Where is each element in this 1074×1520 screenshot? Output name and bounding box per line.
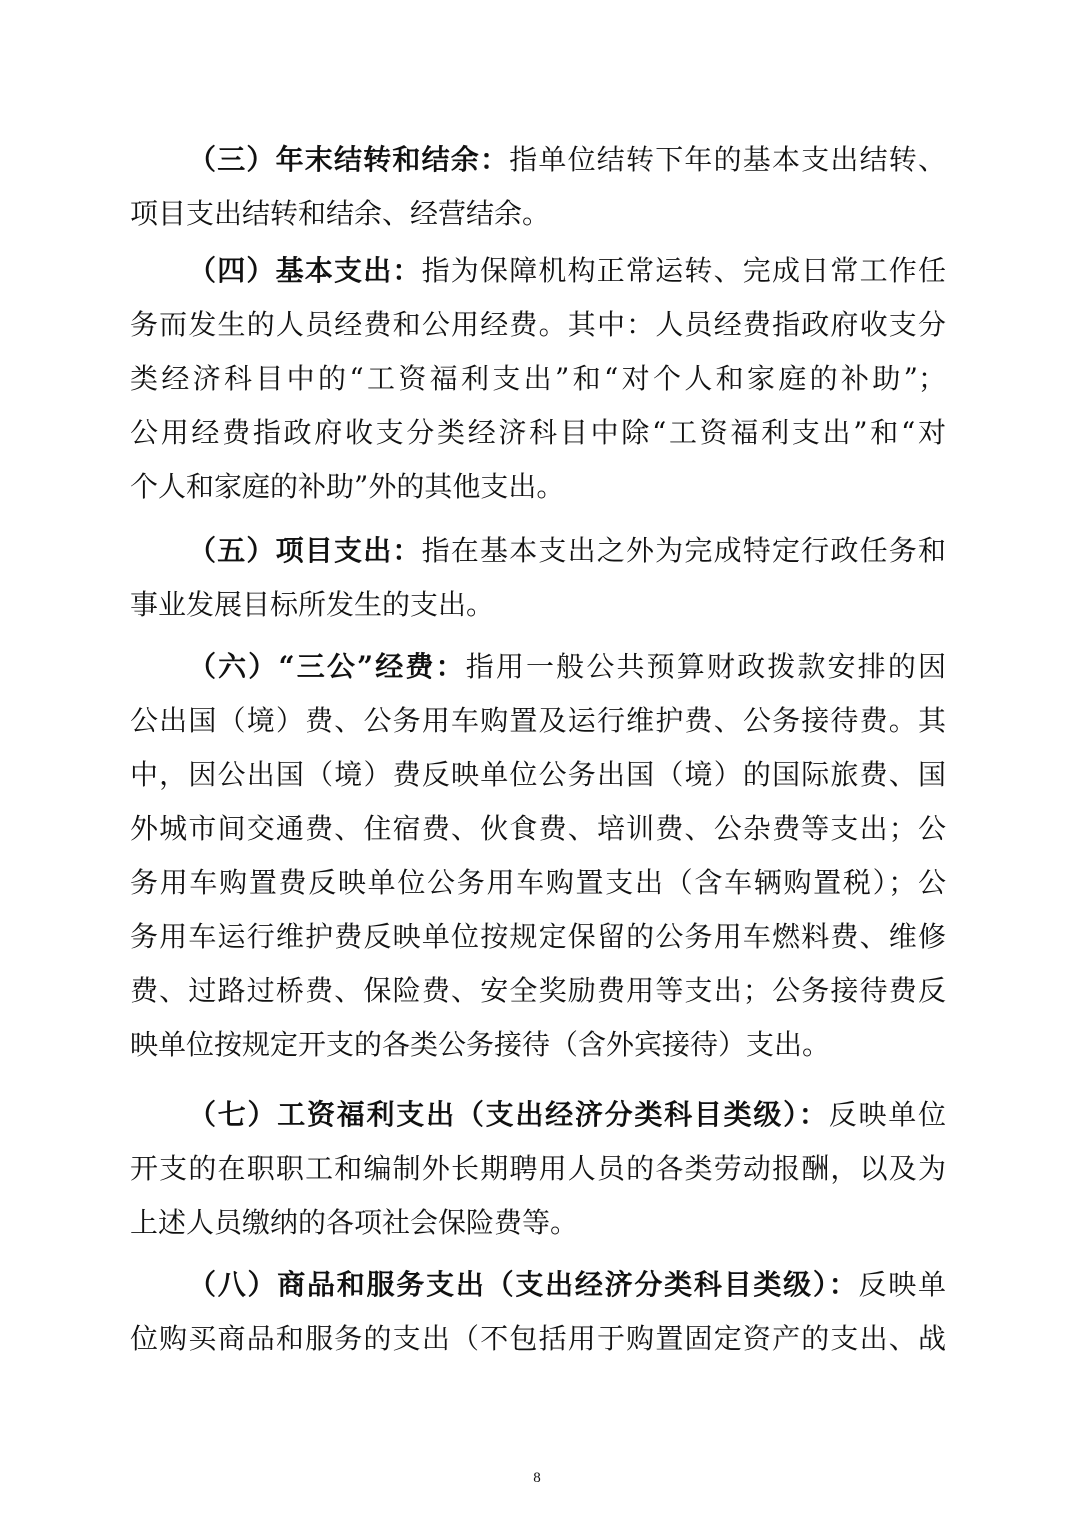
paragraph-text: 指在基本支出之外为完成特定行政任务和 bbox=[421, 534, 946, 567]
text-line bbox=[130, 298, 946, 352]
paragraph-text: 反映单位 bbox=[828, 1098, 946, 1131]
text-line bbox=[130, 524, 946, 578]
paragraph-text: 位购买商品和服务的支出（不包括用于购置固定资产的支出、战 bbox=[130, 1322, 946, 1355]
text-line bbox=[130, 406, 946, 460]
paragraph-heading: （八）商品和服务支出（支出经济分类科目类级）： bbox=[188, 1268, 859, 1301]
text-line bbox=[130, 1018, 946, 1072]
paragraph bbox=[130, 244, 946, 514]
paragraph-text: 类经济科目中的“工资福利支出”和“对个人和家庭的补助”； bbox=[130, 362, 946, 395]
text-line bbox=[130, 910, 946, 964]
text-line bbox=[130, 748, 946, 802]
paragraph bbox=[130, 1088, 946, 1250]
text-line bbox=[130, 640, 946, 694]
text-line bbox=[130, 1258, 946, 1312]
paragraph-text: 公用经费指政府收支分类经济科目中除“工资福利支出”和“对 bbox=[130, 416, 946, 449]
paragraph bbox=[130, 133, 946, 241]
paragraph-heading: （四）基本支出： bbox=[188, 254, 422, 287]
paragraph-heading: （五）项目支出： bbox=[188, 534, 422, 567]
paragraph-text: 费、过路过桥费、保险费、安全奖励费用等支出；公务接待费反 bbox=[130, 974, 946, 1007]
text-line bbox=[130, 1088, 946, 1142]
paragraph-text: 中，因公出国（境）费反映单位公务出国（境）的国际旅费、国 bbox=[130, 758, 946, 791]
paragraph-text: 指为保障机构正常运转、完成日常工作任 bbox=[421, 254, 946, 287]
text-line bbox=[130, 187, 946, 241]
text-line bbox=[130, 964, 946, 1018]
paragraph-text: 指用一般公共预算财政拨款安排的因 bbox=[465, 650, 946, 683]
paragraph-heading: （七）工资福利支出（支出经济分类科目类级）： bbox=[188, 1098, 829, 1131]
paragraph bbox=[130, 1258, 946, 1366]
document-body bbox=[130, 0, 946, 1366]
paragraph bbox=[130, 640, 946, 1072]
paragraph-text: 指单位结转下年的基本支出结转、 bbox=[509, 143, 946, 176]
text-line bbox=[130, 1196, 946, 1250]
text-line bbox=[130, 244, 946, 298]
paragraph-text: 上述人员缴纳的各项社会保险费等。 bbox=[130, 1206, 579, 1239]
paragraph-text: 反映单 bbox=[858, 1268, 946, 1301]
paragraph-text: 外城市间交通费、住宿费、伙食费、培训费、公杂费等支出；公 bbox=[130, 812, 946, 845]
paragraph-text: 映单位按规定开支的各类公务接待（含外宾接待）支出。 bbox=[130, 1028, 831, 1061]
text-line bbox=[130, 460, 946, 514]
paragraph-text: 个人和家庭的补助”外的其他支出。 bbox=[130, 470, 565, 503]
paragraph bbox=[130, 524, 946, 632]
text-line bbox=[130, 133, 946, 187]
paragraph-text: 务用车运行维护费反映单位按规定保留的公务用车燃料费、维修 bbox=[130, 920, 946, 953]
paragraph-text: 公出国（境）费、公务用车购置及运行维护费、公务接待费。其 bbox=[130, 704, 946, 737]
paragraph-text: 务而发生的人员经费和公用经费。其中：人员经费指政府收支分 bbox=[130, 308, 946, 341]
paragraph-text: 事业发展目标所发生的支出。 bbox=[130, 588, 495, 621]
paragraph-heading: （六）“三公”经费： bbox=[188, 650, 466, 683]
text-line bbox=[130, 856, 946, 910]
paragraph-text: 开支的在职职工和编制外长期聘用人员的各类劳动报酬，以及为 bbox=[130, 1152, 946, 1185]
text-line bbox=[130, 578, 946, 632]
paragraph-heading: （三）年末结转和结余： bbox=[188, 143, 510, 176]
text-line bbox=[130, 1312, 946, 1366]
paragraph-text: 务用车购置费反映单位公务用车购置支出（含车辆购置税）；公 bbox=[130, 866, 946, 899]
paragraph-text: 项目支出结转和结余、经营结余。 bbox=[130, 197, 551, 230]
page-number: 8 bbox=[533, 1470, 541, 1486]
text-line bbox=[130, 1142, 946, 1196]
text-line bbox=[130, 802, 946, 856]
text-line bbox=[130, 694, 946, 748]
text-line bbox=[130, 352, 946, 406]
